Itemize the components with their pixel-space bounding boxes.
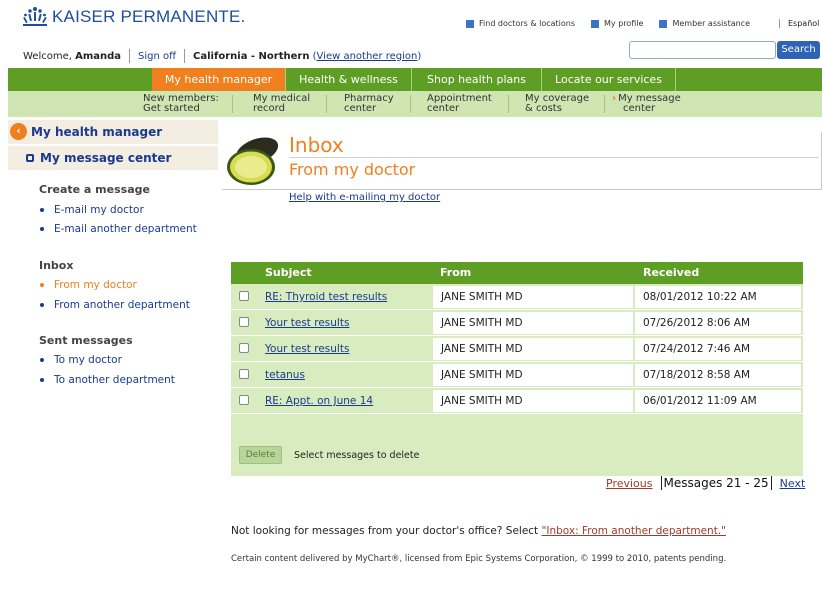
message-received: 07/26/2012 8:06 AM [643,317,751,329]
table-footer [231,414,803,476]
row-checkbox[interactable] [239,343,249,353]
region-paren-close: ) [417,50,422,62]
bullet-icon [40,358,44,362]
sidebar-message-center[interactable] [8,146,218,170]
pagination [606,476,805,490]
col-received: Received [643,266,700,279]
bullet-icon [40,208,44,212]
message-subject-link[interactable]: RE: Thyroid test results [265,291,388,303]
sidebar-link-email-doctor[interactable]: E-mail my doctor [40,204,144,216]
message-from: JANE SMITH MD [441,343,523,355]
my-profile-label: My profile [604,19,644,28]
message-received: 07/24/2012 7:46 AM [643,343,751,355]
region-paren-open: ( [312,50,317,62]
sidebar-link-email-department[interactable]: E-mail another department [40,223,197,235]
messages-table [231,262,803,476]
bullet-icon [40,378,44,382]
section-sent-messages: Sent messages [39,334,133,347]
primary-nav [8,68,822,91]
welcome-prefix: Welcome, [23,50,72,62]
chevron-right-icon: › [612,93,617,104]
logo-text: KAISER PERMANENTE. [52,7,246,26]
user-name: Amanda [75,50,122,62]
sidebar-title: My health manager [31,125,163,139]
kaiser-logo[interactable] [22,6,245,28]
espanol-link[interactable]: Español [779,19,819,28]
find-doctors-label: Find doctors & locations [479,19,576,28]
subnav-appointment[interactable]: Appointment center [427,93,492,114]
find-doctors-link[interactable] [466,19,575,28]
member-assistance-label: Member assistance [672,19,750,28]
message-from: JANE SMITH MD [441,395,523,407]
table-row [231,284,803,310]
col-subject: Subject [265,266,312,279]
view-region-link[interactable]: View another region [316,50,418,62]
message-subject-link[interactable]: Your test results [265,317,350,329]
square-bullet-icon [26,154,34,162]
nav-shop-health-plans[interactable]: Shop health plans [412,68,542,91]
delete-note: Select messages to delete [294,450,420,461]
pager-status: Messages 21 - 25 [661,476,772,490]
message-from: JANE SMITH MD [441,317,523,329]
bullet-icon [40,303,44,307]
sign-off-link[interactable]: Sign off [138,50,177,62]
row-checkbox[interactable] [239,369,249,379]
table-header [231,262,803,284]
table-row [231,310,803,336]
subnav-medical-record[interactable]: My medical record [253,93,311,114]
previous-link[interactable]: Previous [606,476,653,490]
square-bullet-icon [659,20,667,28]
sidebar-link-from-department[interactable]: From another department [40,299,190,311]
top-links [466,19,766,28]
message-from: JANE SMITH MD [441,369,523,381]
other-department-link[interactable]: "Inbox: From another department." [541,525,726,537]
message-from: JANE SMITH MD [441,291,523,303]
my-profile-link[interactable] [591,19,643,28]
message-subject-link[interactable]: RE: Appt. on June 14 [265,395,374,407]
heading-divider [289,157,819,158]
sidebar-health-manager[interactable] [8,120,218,144]
member-assistance-link[interactable] [659,19,750,28]
table-row [231,388,803,414]
message-received: 07/18/2012 8:58 AM [643,369,751,381]
chevron-left-icon: ‹ [10,123,27,140]
col-from: From [440,266,472,279]
message-subject-link[interactable]: tetanus [265,369,305,381]
help-email-link[interactable]: Help with e-mailing my doctor [289,192,441,203]
welcome-bar [23,49,421,63]
message-subject-link[interactable]: Your test results [265,343,350,355]
not-looking-text: Not looking for messages from your doctor's office? Select [231,525,539,537]
delete-button[interactable]: Delete [239,446,282,464]
not-looking-note [231,525,726,537]
message-received: 06/01/2012 11:09 AM [643,395,757,407]
message-received: 08/01/2012 10:22 AM [643,291,757,303]
section-create-message: Create a message [39,183,150,196]
table-row [231,362,803,388]
sidebar-subtitle: My message center [40,151,172,165]
avocado-image [225,133,281,187]
bullet-icon [40,283,44,287]
next-link[interactable]: Next [779,476,806,490]
page-title: Inbox [289,133,344,157]
subnav-new-members[interactable]: New members: Get started [143,93,219,114]
sidebar-link-to-department[interactable]: To another department [40,374,175,386]
search-button[interactable]: Search [777,41,820,59]
subnav-message-center[interactable]: › My message center [612,93,681,114]
bullet-icon [40,227,44,231]
row-checkbox[interactable] [239,291,249,301]
square-bullet-icon [466,20,474,28]
square-bullet-icon [591,20,599,28]
nav-my-health-manager[interactable]: My health manager [152,68,286,91]
section-inbox: Inbox [39,259,74,272]
copyright-text: Certain content delivered by MyChart®, licensed from Epic Systems Corporation, © 1999 to 2010, patents pending. [231,554,727,564]
search-input[interactable] [629,41,776,59]
sidebar-link-to-doctor[interactable]: To my doctor [40,354,122,366]
page-subtitle: From my doctor [289,160,416,179]
subnav-pharmacy[interactable]: Pharmacy center [344,93,394,114]
kaiser-people-icon [22,6,48,28]
region-name: California - Northern [193,50,310,62]
nav-health-wellness[interactable]: Health & wellness [286,68,412,91]
row-checkbox[interactable] [239,395,249,405]
sidebar-link-from-doctor[interactable]: From my doctor [40,279,137,291]
table-row [231,336,803,362]
secondary-nav [8,91,822,117]
nav-locate-services[interactable]: Locate our services [542,68,676,91]
subnav-coverage[interactable]: My coverage & costs [525,93,590,114]
row-checkbox[interactable] [239,317,249,327]
